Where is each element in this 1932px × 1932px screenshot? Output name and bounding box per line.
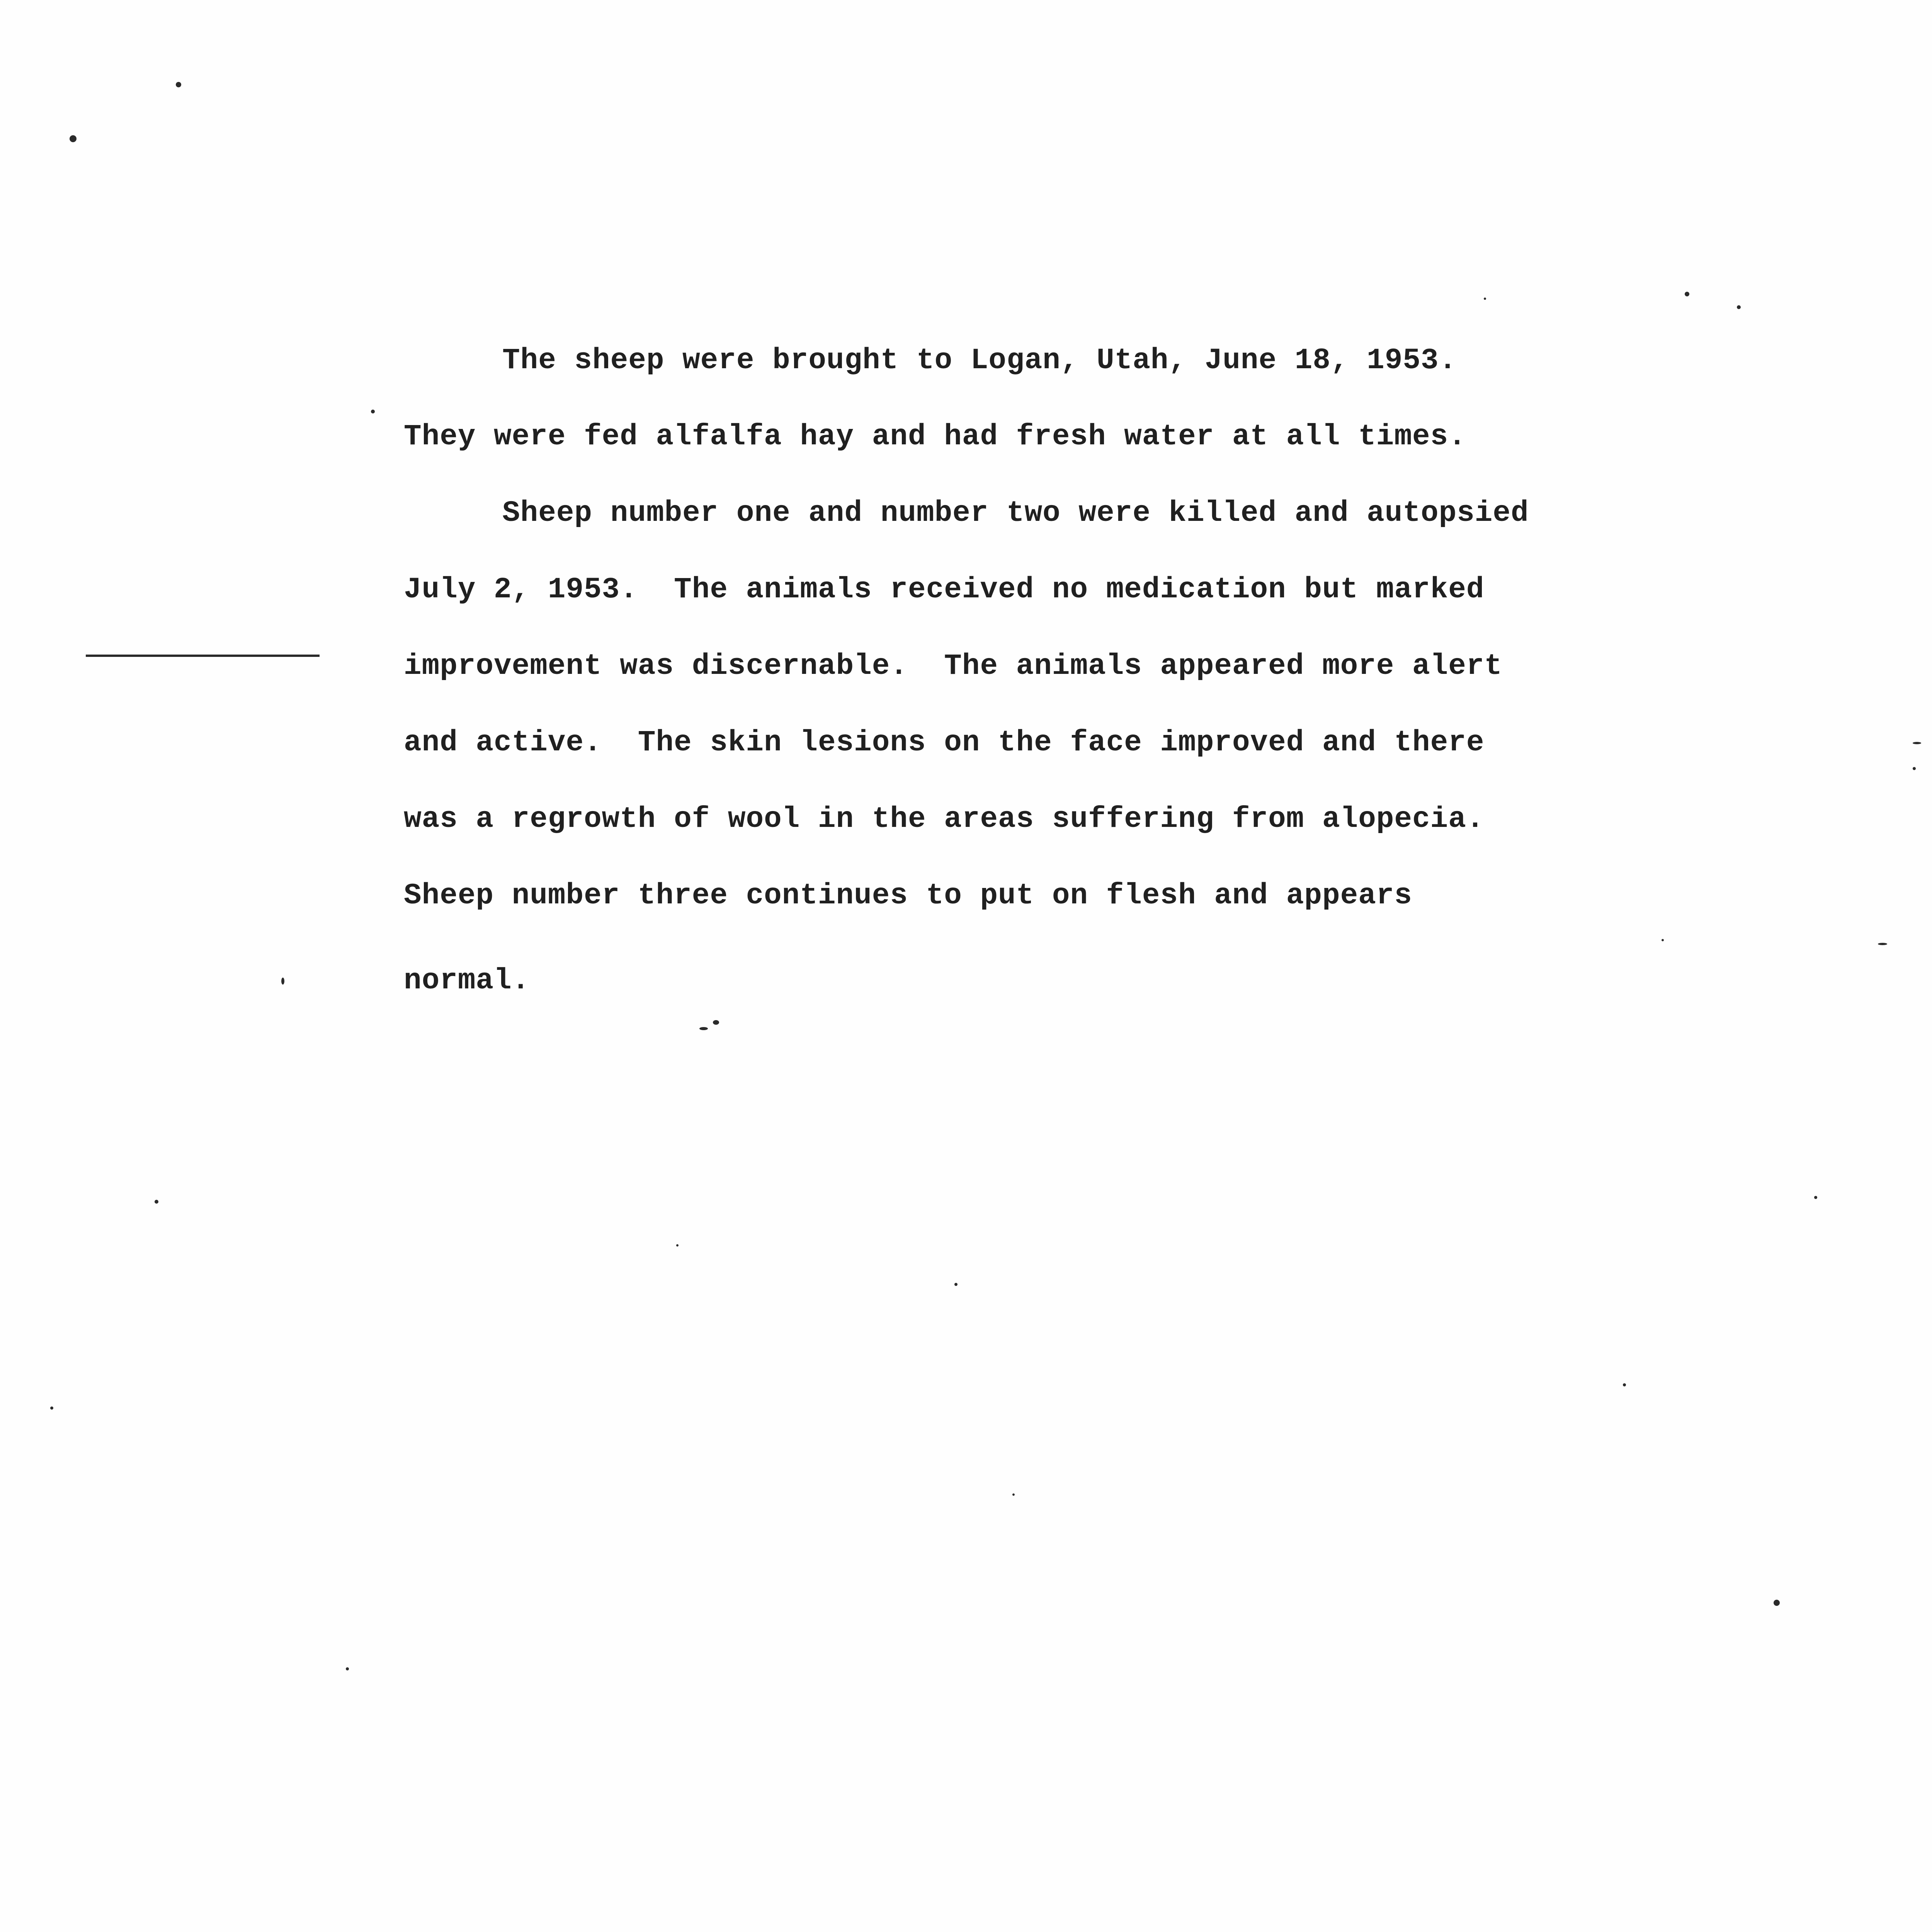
text-line-4: July 2, 1953. The animals received no medication but marked <box>404 573 1485 606</box>
text-line-2: They were fed alfalfa hay and had fresh water at all times. <box>404 420 1466 453</box>
text-line-8: Sheep number three continues to put on flesh and appears <box>404 879 1413 912</box>
scan-speck <box>1913 742 1921 744</box>
margin-rule <box>86 655 320 657</box>
scan-speck <box>346 1667 349 1670</box>
scan-speck <box>954 1283 957 1286</box>
scan-speck <box>155 1200 158 1204</box>
text-line-3: Sheep number one and number two were killed and autopsied <box>502 497 1529 530</box>
text-line-6: and active. The skin lesions on the face improved and there <box>404 726 1485 759</box>
scan-speck <box>371 410 375 413</box>
scan-speck <box>1774 1600 1780 1606</box>
text-line-9: normal. <box>404 964 530 997</box>
scan-speck <box>70 135 77 142</box>
scan-speck <box>1737 305 1741 309</box>
scan-speck <box>676 1244 679 1247</box>
scan-speck <box>1012 1493 1015 1496</box>
scan-speck <box>176 82 181 87</box>
text-line-7: was a regrowth of wool in the areas suffering from alopecia. <box>404 803 1485 836</box>
scan-speck <box>713 1020 719 1025</box>
text-line-5: improvement was discernable. The animals appeared more alert <box>404 650 1503 683</box>
scan-speck <box>1878 943 1887 945</box>
scan-speck <box>1913 767 1916 770</box>
scan-speck <box>1662 939 1664 941</box>
scan-speck <box>1623 1383 1626 1386</box>
scan-speck <box>1814 1196 1817 1199</box>
text-line-1: The sheep were brought to Logan, Utah, June 18, 1953. <box>502 344 1457 377</box>
scan-speck <box>699 1027 708 1030</box>
scan-speck <box>50 1406 53 1410</box>
scan-speck <box>281 978 284 985</box>
scan-speck <box>1484 298 1486 300</box>
scan-speck <box>1685 292 1689 296</box>
